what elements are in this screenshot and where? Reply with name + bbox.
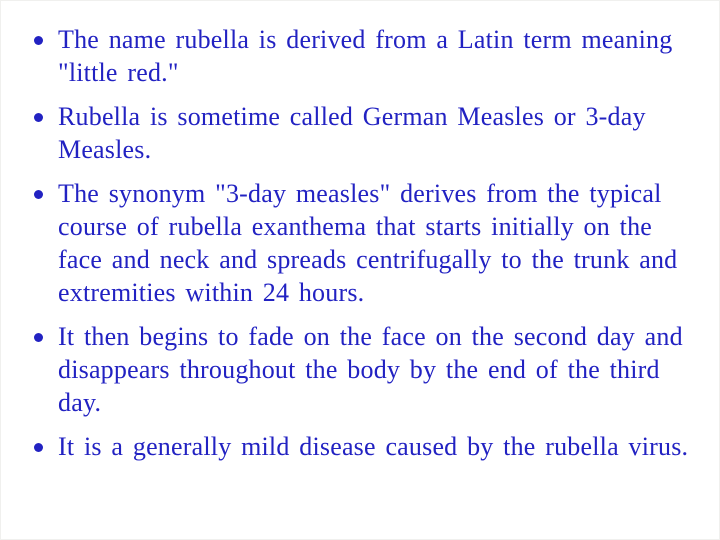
bullet-text: The name rubella is derived from a Latin term meaning "little red.": [58, 25, 673, 87]
bullet-item: [31, 177, 693, 309]
bullet-item: [31, 320, 693, 419]
bullet-dot-icon: [34, 443, 43, 452]
bullet-text: The synonym "3-day measles" derives from the typical course of rubella exanthema that starts initially on the face and neck and spreads centrifugally to the trunk and extremities within 24 hours.: [58, 179, 678, 307]
bullet-item: [31, 23, 693, 89]
bullet-dot-icon: [34, 333, 43, 342]
bullet-item: [31, 430, 693, 463]
bullet-text: It is a generally mild disease caused by the rubella virus.: [58, 432, 689, 461]
bullet-dot-icon: [34, 190, 43, 199]
bullet-text: It then begins to fade on the face on the second day and disappears throughout the body by the end of the third day.: [58, 322, 683, 417]
bullet-dot-icon: [34, 36, 43, 45]
bullet-dot-icon: [34, 113, 43, 122]
bullet-list: [31, 23, 693, 463]
bullet-item: [31, 100, 693, 166]
bullet-text: Rubella is sometime called German Measles or 3-day Measles.: [58, 102, 646, 164]
